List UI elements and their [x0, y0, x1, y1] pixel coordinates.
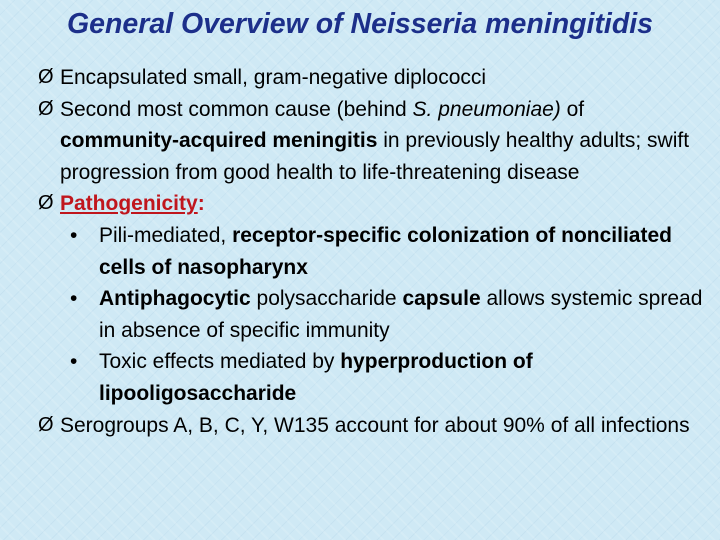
- bullet-text-part: Toxic effects mediated by: [99, 350, 341, 374]
- sub-bullet-capsule: [38, 283, 708, 346]
- sub-bullet-pili: [38, 220, 708, 283]
- bullet-text-part: Second most common cause (behind: [60, 97, 413, 121]
- bullet-pathogenicity: [38, 188, 708, 220]
- sub-bullet-toxic: [38, 346, 708, 409]
- bullet-text-part: in previously healthy adults; swift progression from good health to life-threatening disease: [60, 129, 690, 184]
- dot-bullet-icon: •: [70, 287, 78, 311]
- dot-bullet-icon: •: [70, 223, 78, 247]
- arrow-bullet-icon: Ø: [38, 192, 54, 215]
- species-name: S. pneumoniae): [412, 97, 561, 121]
- slide-body: [38, 62, 708, 441]
- bullet-text: Serogroups A, B, C, Y, W135 account for about 90% of all infections: [60, 413, 690, 437]
- bullet-text: Encapsulated small, gram-negative diplococci: [60, 66, 487, 89]
- bullet-text-part: Pili-mediated,: [99, 223, 233, 247]
- bullet-serogroups: [38, 410, 708, 442]
- bold-term: hyperproduction of lipooligosaccharide: [99, 350, 533, 405]
- bullet-text-part: polysaccharide: [250, 287, 403, 311]
- bullet-text-part: of: [560, 97, 585, 121]
- bold-term: Antiphagocytic: [99, 287, 251, 311]
- arrow-bullet-icon: Ø: [38, 97, 54, 120]
- bold-term: receptor-specific colonization of nonciliated cells of nasopharynx: [99, 223, 672, 279]
- bullet-common-cause: [38, 94, 708, 189]
- dot-bullet-icon: •: [70, 350, 78, 374]
- pathogenicity-colon: :: [197, 192, 205, 216]
- bullet-encapsulated: [38, 62, 708, 94]
- arrow-bullet-icon: Ø: [38, 66, 54, 88]
- bullet-text-part: allows systemic spread in absence of specific immunity: [99, 287, 703, 342]
- pathogenicity-heading: Pathogenicity: [60, 192, 198, 216]
- bold-term: community-acquired meningitis: [60, 129, 378, 153]
- arrow-bullet-icon: Ø: [38, 413, 54, 436]
- slide-title: General Overview of Neisseria meningitidis: [66, 8, 654, 40]
- bold-term: capsule: [402, 287, 481, 311]
